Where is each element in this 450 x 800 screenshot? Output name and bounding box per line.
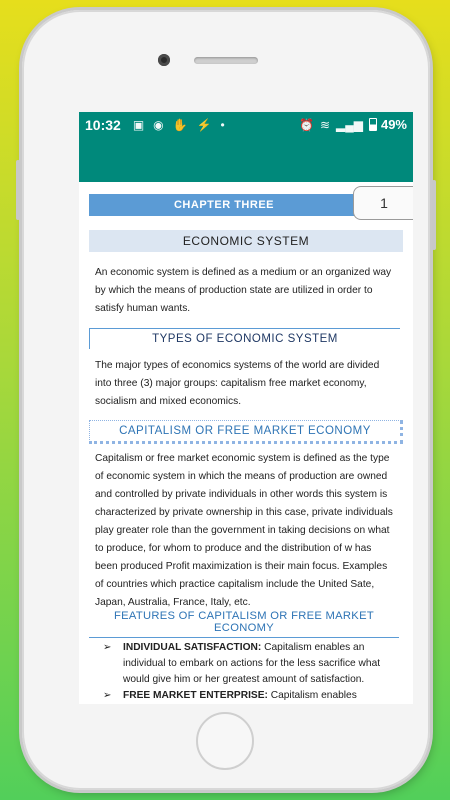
signal-icon: ▂▄▆ (336, 117, 363, 132)
phone-frame (22, 10, 430, 790)
app-toolbar (79, 137, 413, 182)
front-camera (158, 54, 170, 66)
battery-percent: 49% (380, 117, 407, 132)
capitalism-paragraph: Capitalism or free market economic system is defined as the type of economic system in which the means of production are owned and controlled by private individuals in other words this system is characterized by private ownership in this case, private individuals play greater role than the government in taking decisions on what to produce, for whom to produce and the distribution of w has been produced Profit maximization is their main focus. Examples of countries which practice capitalism include the United Sate, Japan, Australia, France, Italy, etc. (95, 453, 393, 608)
heading-capitalism: CAPITALISM OR FREE MARKET ECONOMY (89, 420, 403, 444)
bullet-arrow-icon: ➢ (103, 690, 112, 701)
types-paragraph: The major types of economics systems of the world are divided into three (3) major groups: capitalism free market economy, socialism and mixed economics. (95, 360, 380, 407)
page-number-badge: 1 (353, 186, 413, 220)
bolt-icon: ⚡ (196, 117, 212, 132)
heading-types: TYPES OF ECONOMIC SYSTEM (89, 328, 400, 349)
chapter-heading: CHAPTER THREE (89, 194, 359, 216)
wifi-icon: ≋ (319, 117, 330, 132)
screen (79, 112, 413, 704)
section-title: ECONOMIC SYSTEM (89, 230, 403, 252)
feature-item (103, 640, 399, 688)
status-bar (79, 112, 413, 137)
feature-title: INDIVIDUAL SATISFACTION: (123, 642, 262, 653)
feature-text: Capitalism enables (267, 690, 357, 701)
battery-icon (369, 118, 377, 131)
feature-text: Capitalism enables an individual to embark on actions for the less sacrifice what would give him or her greatest amount of satisfaction. (123, 642, 381, 685)
heading-features: FEATURES OF CAPITALISM OR FREE MARKET ECONOMY (89, 610, 399, 638)
status-time: 10:32 (85, 116, 121, 133)
dot-icon: • (220, 117, 225, 132)
hand-icon: ✋ (172, 117, 188, 132)
alarm-icon: ⏰ (298, 117, 314, 132)
hotspot-icon: ◉ (153, 117, 164, 132)
status-right (299, 112, 407, 137)
home-button[interactable] (196, 712, 254, 770)
screenshot-icon: ▣ (132, 117, 145, 132)
earpiece-speaker (194, 57, 258, 64)
feature-title: FREE MARKET ENTERPRISE: (123, 690, 268, 701)
feature-item (103, 688, 399, 704)
intro-paragraph: An economic system is defined as a medium or an organized way by which the means of production state are utilized in order to satisfy human wants. (95, 267, 392, 314)
bullet-arrow-icon: ➢ (103, 642, 112, 653)
